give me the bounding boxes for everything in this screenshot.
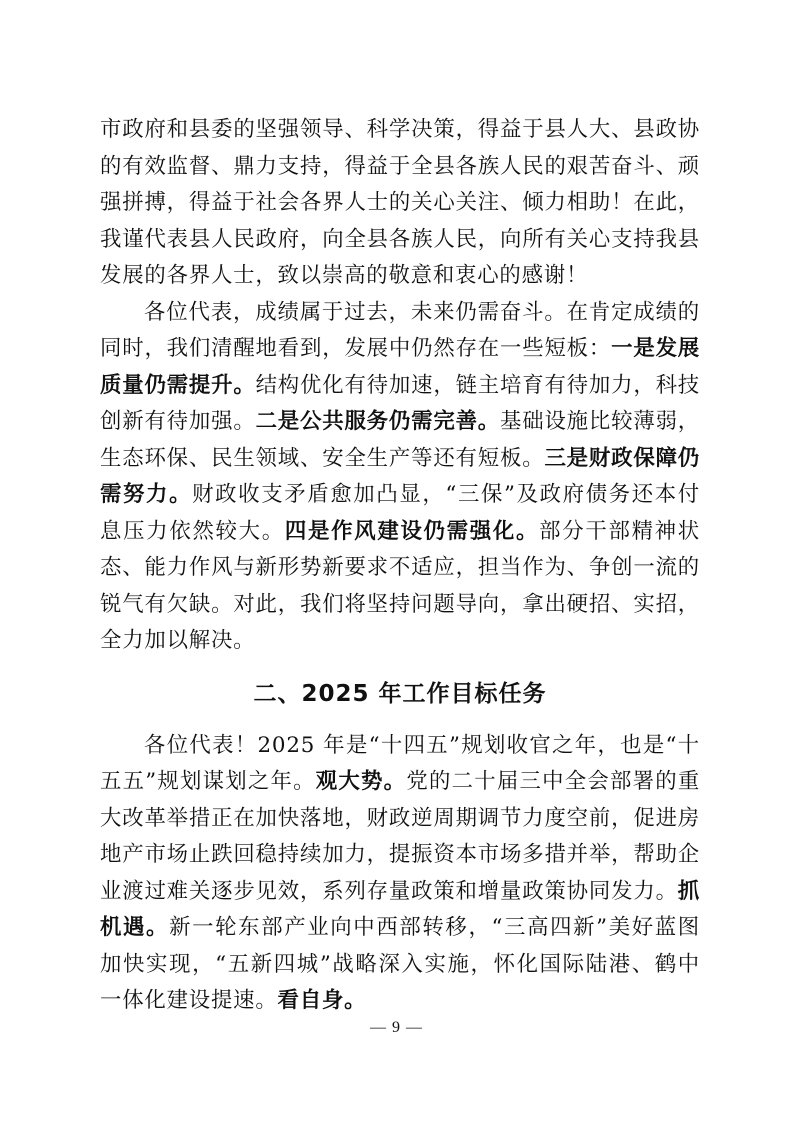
paragraphs-after-heading bbox=[100, 728, 700, 1020]
page-body bbox=[100, 112, 700, 1020]
body-paragraph bbox=[100, 112, 700, 295]
paragraph-text: 各位代表！2025 年是“十四五”规划收官之年，也是“十五五”规划谋划之年。 bbox=[100, 732, 700, 794]
paragraph-text: 新一轮东部产业向中西部转移，“三高四新”美好蓝图加快实现，“五新四城”战略深入实施，怀化国际陆港、鹤中一体化建设提速。 bbox=[100, 915, 700, 1013]
bold-lead-phrase: 三是财政保障仍需努力。 bbox=[100, 445, 700, 507]
bold-lead-phrase: 观大势。 bbox=[315, 769, 407, 794]
paragraph-text: 基础设施比较薄弱，生态环保、民生领域、安全生产等还有短板。 bbox=[100, 409, 700, 471]
paragraph-text: 党的二十届三中全会部署的重大改革举措正在加快落地，财政逆周期调节力度空前，促进房地产市场止跌回稳持续加力，提振资本市场多措并举，帮助企业渡过难关逐步见效，系列存量政策和增量政策协同发力。 bbox=[100, 769, 701, 904]
bold-lead-phrase: 二是公共服务仍需完善。 bbox=[255, 409, 501, 434]
bold-lead-phrase: 看自身。 bbox=[277, 988, 367, 1013]
paragraph-text: 部分干部精神状态、能力作风与新形势新要求不适应，担当作为、争创一流的锐气有欠缺。对此，我们将坚持问题导向，拿出硬招、实招，全力加以解决。 bbox=[100, 518, 700, 653]
page-number: — 9 — bbox=[370, 1019, 423, 1036]
paragraph-text: 结构优化有待加速，链主培育有待加力，科技创新有待加强。 bbox=[100, 372, 700, 434]
body-paragraph bbox=[100, 728, 700, 1020]
body-paragraph bbox=[100, 295, 700, 660]
bold-lead-phrase: 抓机遇。 bbox=[100, 878, 700, 940]
bold-lead-phrase: 一是发展质量仍需提升。 bbox=[100, 336, 701, 398]
paragraphs-before-heading bbox=[100, 112, 700, 660]
paragraph-text: 市政府和县委的坚强领导、科学决策，得益于县人大、县政协的有效监督、鼎力支持，得益于全县各族人民的艰苦奋斗、顽强拼搏，得益于社会各界人士的关心关注、倾力相助！在此，我谨代表县人民政府，向全县各族人民，向所有关心支持我县发展的各界人士，致以崇高的敬意和衷心的感谢！ bbox=[100, 117, 700, 288]
bold-lead-phrase: 四是作风建设仍需强化。 bbox=[284, 518, 540, 544]
section-heading: 二、2025 年工作目标任务 bbox=[253, 680, 547, 707]
paragraph-text: 各位代表，成绩属于过去，未来仍需奋斗。在肯定成绩的同时，我们清醒地看到，发展中仍然存在一些短板： bbox=[100, 299, 700, 361]
paragraph-text: 财政收支矛盾愈加凸显，“三保”及政府债务还本付息压力依然较大。 bbox=[100, 482, 700, 544]
